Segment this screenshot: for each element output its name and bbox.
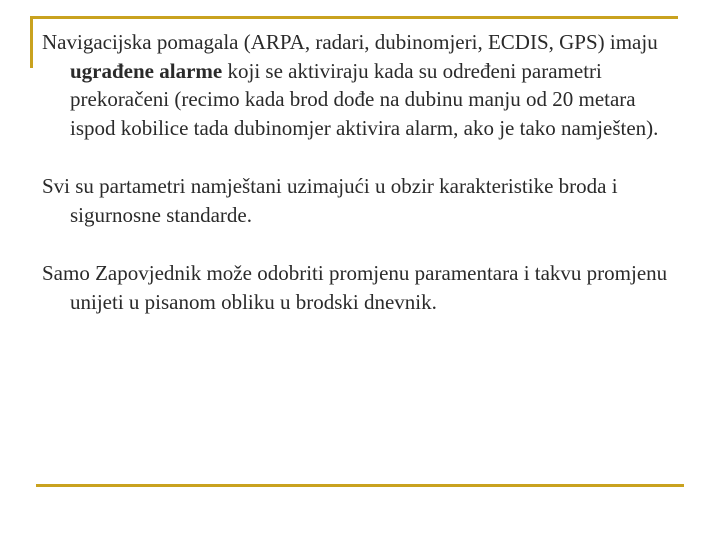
top-accent-rule	[30, 16, 678, 19]
paragraph-alarms	[42, 28, 672, 142]
paragraph-parameters: Svi su partametri namještani uzimajući u obzir karakteristike broda i sigurnosne standarde.	[42, 174, 618, 227]
left-accent-rule	[30, 16, 33, 68]
paragraph-alarms-emphasis: ugrađene alarme	[70, 58, 223, 83]
paragraph-alarms-text-start: Navigacijska pomagala (ARPA, radari, dubinomjeri, ECDIS, GPS) imaju	[42, 30, 658, 54]
bottom-accent-rule	[36, 484, 684, 487]
paragraph-captain: Samo Zapovjednik može odobriti promjenu paramentara i takvu promjenu unijeti u pisanom obliku u brodski dnevnik.	[42, 261, 668, 314]
paragraph-alarms-text-end: koji se aktiviraju kada su određeni parametri prekoračeni (recimo kada brod dođe na dubinu manju od 20 metara ispod kobilice tada dubinomjer aktivira alarm, ako je tako namješten).	[70, 58, 659, 140]
slide-body	[42, 28, 672, 346]
